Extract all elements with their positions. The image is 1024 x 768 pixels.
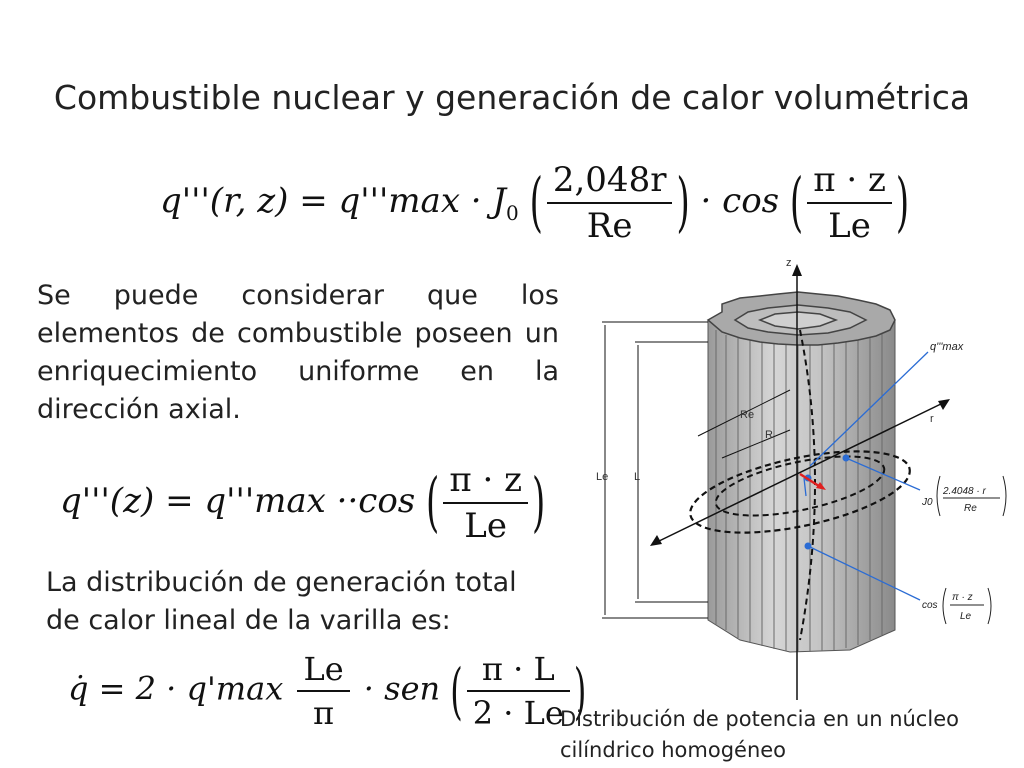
eq2-coef: = q'''max ··cos [165, 481, 416, 521]
eq2-frac-num: π · z [443, 460, 528, 504]
label-Le: Le [596, 471, 609, 483]
eq1-coef: = q'''max · J [299, 181, 507, 221]
eq3-paren-open: ( [450, 654, 463, 728]
figure-caption: Distribución de potencia en un núcleo cilíndrico homogéneo [560, 707, 959, 762]
eq1-frac2-num: π · z [807, 160, 892, 204]
label-J0: J0 [922, 497, 933, 508]
label-L: L [634, 471, 641, 483]
eq1-paren2-open: ( [789, 165, 804, 241]
point-cos [805, 543, 812, 550]
eq3-lhs: q̇ [68, 669, 89, 708]
eq2-lhs: q'''(z) [60, 481, 155, 521]
eq1-paren-close: ) [676, 165, 690, 241]
label-cos: cos [922, 600, 938, 611]
label-J0-num: 2.4048 · r [943, 486, 986, 497]
label-r: r [930, 413, 934, 425]
eq1-frac1-num: 2,048r [547, 160, 673, 204]
eq1-lhs: q'''(r, z) [160, 181, 289, 221]
eq3-frac1-num: Le [297, 650, 349, 692]
z-axis-arrow-icon [792, 264, 802, 276]
eq2-frac-den: Le [464, 506, 507, 546]
eq2-paren-open: ( [426, 465, 440, 541]
eq1-cos: · cos [700, 181, 780, 221]
label-cos-num: π · z [952, 592, 973, 603]
eq1-paren-open: ( [529, 165, 543, 241]
eq3-paren-close: ) [573, 654, 587, 728]
eq2-paren-close: ) [532, 465, 546, 541]
cos-annotation [922, 588, 991, 624]
eq3-coef: = 2 · q'max [98, 669, 284, 708]
label-z: z [786, 257, 792, 269]
label-R: R [765, 429, 773, 441]
eq1-frac2-den: Le [828, 206, 871, 246]
eq3-sen: · sen [363, 669, 441, 708]
label-cos-den: Le [960, 611, 972, 622]
label-qmax: q'''max [930, 341, 964, 353]
bessel-annotation [921, 476, 1006, 516]
paragraph-linear-heat: La distribución de generación total de calor lineal de la varilla es: [46, 567, 517, 636]
eq3-frac2-den: 2 · Le [472, 694, 564, 732]
equation-volumetric-heat: q'''(r, $z) = q'''\max \cdot J_0$ ( $\frac{2,048r}{Re}$ ) · cos ( $\frac{\pi \cdot z}{Le}$ ) [160, 160, 910, 246]
slide-title: Combustible nuclear y generación de calor volumétrica [53, 78, 971, 117]
eq3-frac1-den: π [313, 694, 335, 732]
eq3-frac2-num: π · L [467, 650, 570, 692]
label-Re: Re [740, 409, 755, 421]
label-J0-den: Re [964, 503, 977, 514]
eq1-paren2-close: ) [895, 165, 910, 241]
paragraph-axial-enrichment: Se puede considerar que los elementos de combustible poseen un enriquecimiento uniforme en la dirección axial. [37, 280, 559, 425]
point-bessel [843, 455, 850, 462]
eq1-frac1-den: Re [586, 206, 633, 246]
